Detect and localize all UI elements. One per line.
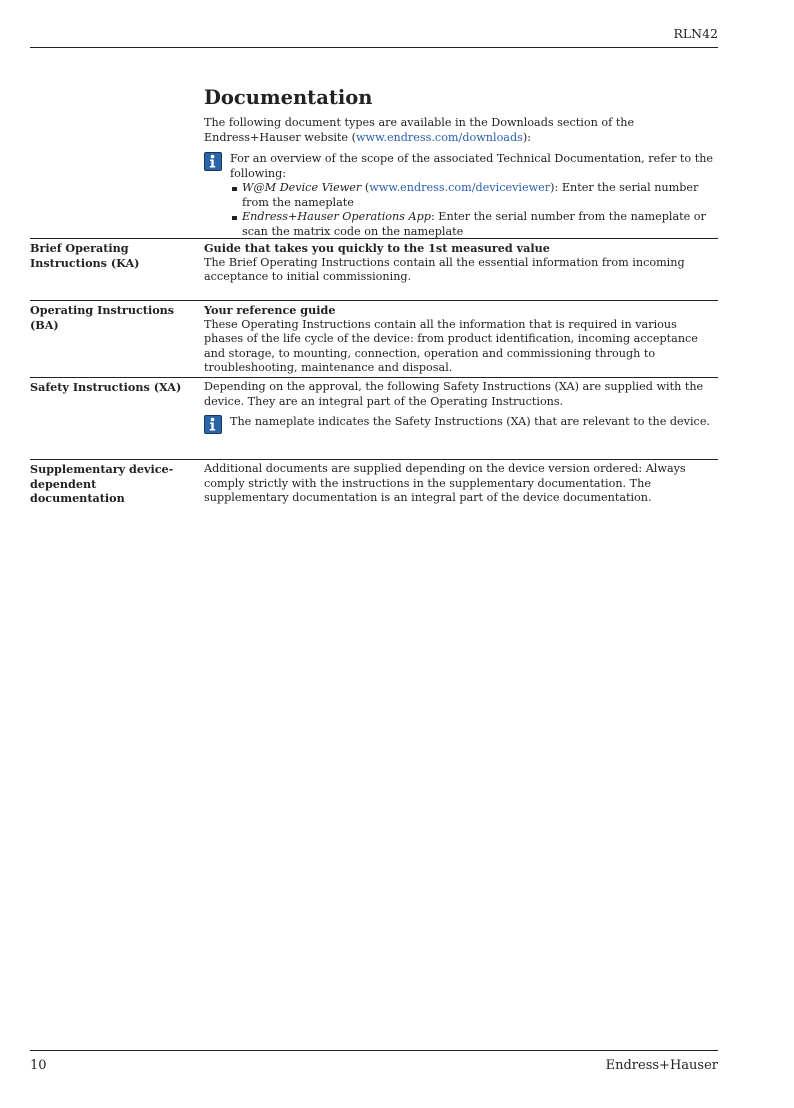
intro-text: The following document types are available in the Downloads section of the Endress+Hauser website ( bbox=[204, 116, 635, 144]
info-icon bbox=[204, 415, 222, 434]
bullet-device-viewer bbox=[242, 181, 718, 210]
doc-type-label: Operating Instructions (BA) bbox=[30, 303, 175, 332]
intro-end: ): bbox=[522, 130, 532, 144]
bullet-operations-app bbox=[242, 210, 718, 239]
doc-row-brief-operating-instructions bbox=[30, 238, 718, 283]
operations-app-name: Endress+Hauser Operations App bbox=[242, 210, 431, 223]
doc-row-supplementary-documentation bbox=[30, 459, 718, 505]
info-icon bbox=[204, 152, 222, 171]
bullet-paren: ( bbox=[361, 181, 370, 194]
doc-row-operating-instructions bbox=[30, 300, 718, 374]
doc-type-label: Brief Operating Instructions (KA) bbox=[30, 241, 140, 270]
header-rule bbox=[30, 47, 718, 48]
intro-paragraph bbox=[204, 116, 718, 145]
doc-type-subtitle: Your reference guide bbox=[204, 303, 336, 317]
doc-type-label: Supplementary device-dependent documentation bbox=[30, 462, 174, 505]
doc-type-description: These Operating Instructions contain all the information that is required in various phases of the life cycle of the device: from product identification, incoming acceptance and storage, to mounting, connection, operation and commissioning through to troubleshooting, maintenance and disposal. bbox=[204, 317, 698, 374]
safety-info-note bbox=[204, 415, 718, 430]
header-model-name: RLN42 bbox=[673, 26, 718, 41]
safety-note-text: The nameplate indicates the Safety Instructions (XA) that are relevant to the device. bbox=[230, 415, 710, 428]
doc-type-description: Additional documents are supplied depending on the device version ordered: Always comply strictly with the instructions in the supplementary documentation. The supplementary documentation is an integral part of the device documentation. bbox=[204, 462, 686, 504]
doc-row-safety-instructions bbox=[30, 377, 718, 428]
footer-brand: Endress+Hauser bbox=[605, 1058, 718, 1073]
doc-type-label: Safety Instructions (XA) bbox=[30, 380, 182, 394]
device-viewer-link[interactable]: www.endress.com/deviceviewer bbox=[369, 181, 551, 194]
doc-type-description: Depending on the approval, the following Safety Instructions (XA) are supplied with the device. They are an integral part of the Operating Instructions. bbox=[204, 380, 704, 408]
bullet-device-viewer-text: ): Enter the serial number from the nameplate bbox=[242, 181, 699, 209]
bullet-operations-app-text: : Enter the serial number from the nameplate or scan the matrix code on the nameplate bbox=[242, 210, 706, 238]
info-note-text: For an overview of the scope of the associated Technical Documentation, refer to the following: bbox=[230, 152, 714, 180]
footer-rule bbox=[30, 1050, 718, 1051]
info-note bbox=[204, 152, 718, 239]
page-number: 10 bbox=[30, 1058, 47, 1073]
device-viewer-name: W@M Device Viewer bbox=[242, 181, 362, 194]
section-title: Documentation bbox=[204, 86, 373, 109]
info-bullet-list bbox=[230, 181, 718, 239]
doc-type-subtitle: Guide that takes you quickly to the 1st measured value bbox=[204, 241, 550, 255]
downloads-link[interactable]: www.endress.com/downloads bbox=[355, 130, 523, 144]
doc-type-description: The Brief Operating Instructions contain all the essential information from incoming acceptance to initial commissioning. bbox=[204, 255, 685, 283]
